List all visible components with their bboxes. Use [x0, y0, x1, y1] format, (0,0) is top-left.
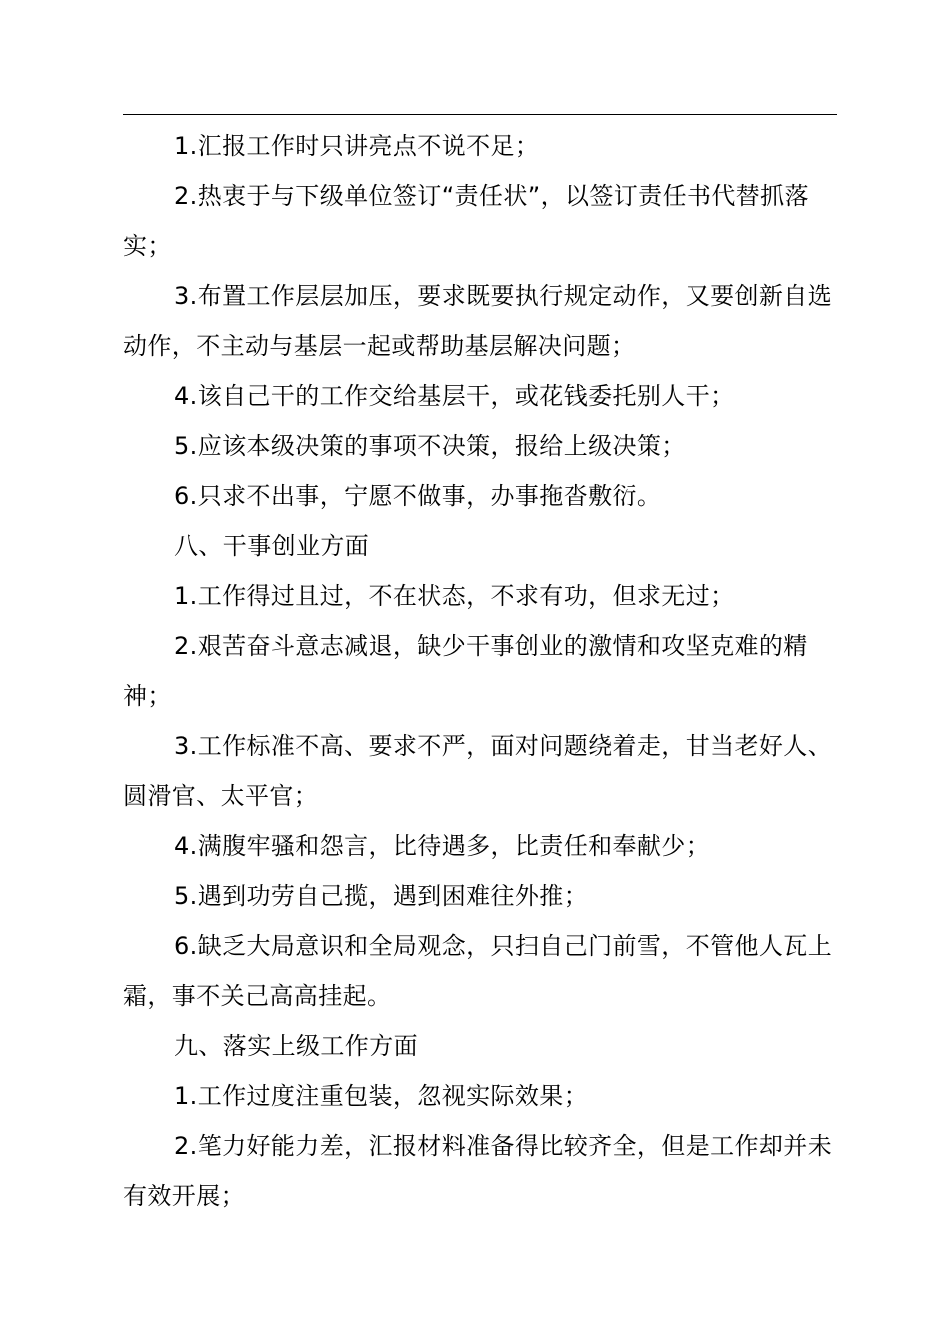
header-rule	[123, 114, 837, 115]
section-heading-9: 九、落实上级工作方面	[174, 1032, 418, 1060]
paragraph-item-5-credit: 5.遇到功劳自己揽，遇到困难往外推；	[174, 882, 589, 910]
paragraph-item-2-motivation: 2.艰苦奋斗意志减退，缺少干事创业的激情和攻坚克难的精神；	[123, 632, 808, 710]
paragraph-item-1-complacency: 1.工作得过且过，不在状态，不求有功，但求无过；	[174, 582, 735, 610]
section-heading-8: 八、干事创业方面	[174, 532, 370, 560]
paragraph-item-2-reports: 2.笔力好能力差，汇报材料准备得比较齐全，但是工作却并未有效开展；	[123, 1132, 833, 1210]
paragraph-item-3-standards: 3.工作标准不高、要求不严，面对问题绕着走，甘当老好人、圆滑官、太平官；	[123, 732, 833, 810]
paragraph-item-1-summary: 1.汇报工作时只讲亮点不说不足；	[174, 132, 540, 160]
paragraph-item-6-inaction: 6.只求不出事，宁愿不做事，办事拖沓敷衍。	[174, 482, 662, 510]
paragraph-item-2-responsibility: 2.热衷于与下级单位签订“责任状”，以签订责任书代替抓落实；	[123, 182, 809, 260]
paragraph-item-5-decision: 5.应该本级决策的事项不决策，报给上级决策；	[174, 432, 686, 460]
paragraph-item-3-pressure: 3.布置工作层层加压，要求既要执行规定动作，又要创新自选动作，不主动与基层一起或帮助基层解决问题；	[123, 282, 833, 360]
paragraph-item-4-complaints: 4.满腹牢骚和怨言，比待遇多，比责任和奉献少；	[174, 832, 711, 860]
paragraph-item-1-packaging: 1.工作过度注重包装，忽视实际效果；	[174, 1082, 589, 1110]
paragraph-item-6-big-picture: 6.缺乏大局意识和全局观念，只扫自己门前雪，不管他人瓦上霜，事不关己高高挂起。	[123, 932, 833, 1010]
paragraph-item-4-delegation: 4.该自己干的工作交给基层干，或花钱委托别人干；	[174, 382, 735, 410]
document-body	[123, 121, 837, 1221]
